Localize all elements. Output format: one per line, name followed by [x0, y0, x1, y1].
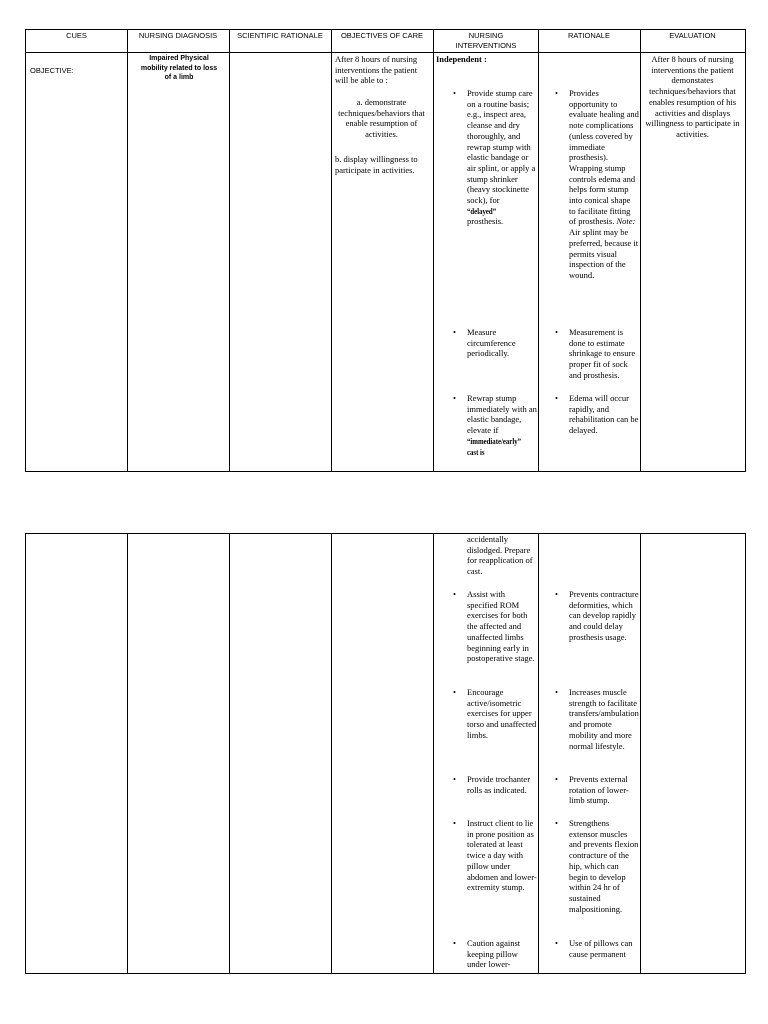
column-divider — [433, 534, 434, 973]
objectives-intro: After 8 hours of nursing interventions the patient will be able to : — [335, 54, 418, 86]
rationale-edema: Edema will occur rapidly, and rehabilitation can be delayed. — [569, 393, 639, 436]
independent-label: Independent : — [436, 54, 487, 64]
rationale-external-rotation: Prevents external rotation of lower-limb stump. — [569, 774, 629, 806]
cues-objective-label: OBJECTIVE: — [30, 66, 74, 75]
column-divider — [538, 534, 539, 973]
objective-a: a. demonstrate techniques/behaviors that enable resumption of activities. — [338, 97, 425, 140]
header-scientific-rationale: SCIENTIFIC RATIONALE — [237, 31, 323, 40]
bullet-icon: • — [453, 687, 456, 697]
column-divider — [127, 30, 128, 471]
header-evaluation: EVALUATION — [669, 31, 716, 40]
bullet-icon: • — [453, 589, 456, 599]
intervention-prone-position: Instruct client to lie in prone position as tolerated at least twice a day with pillow under abdomen and lower-extremity stump. — [467, 818, 537, 893]
rationale-muscle-strength: Increases muscle strength to facilitate transfers/ambulation and promote mobility and more normal lifestyle. — [569, 687, 639, 751]
bullet-icon: • — [453, 774, 456, 784]
column-divider — [331, 534, 332, 973]
column-divider — [538, 30, 539, 471]
bullet-icon: • — [555, 818, 558, 828]
column-divider — [229, 534, 230, 973]
rationale-measurement: Measurement is done to estimate shrinkage to ensure proper fit of sock and prosthesis. — [569, 327, 636, 380]
bullet-icon: • — [453, 393, 456, 403]
intervention-stump-care: Provide stump care on a routine basis; e.g., inspect area, cleanse and dry thoroughly, and rewrap stump with elastic bandage or air splint, or apply a stump shrinker (heavy stockinette sock), for “delayed” prosthesis. — [467, 88, 536, 227]
header-cues: CUES — [66, 31, 87, 40]
column-divider — [433, 30, 434, 471]
bullet-icon: • — [555, 88, 558, 98]
bullet-icon: • — [453, 88, 456, 98]
bullet-icon: • — [555, 393, 558, 403]
intervention-continued-cast: accidentally dislodged. Prepare for reapplication of cast. — [467, 534, 533, 577]
care-plan-table-page-1 — [25, 29, 746, 472]
intervention-caution-pillow: Caution against keeping pillow under lower- — [467, 938, 521, 970]
intervention-trochanter-rolls: Provide trochanter rolls as indicated. — [467, 774, 531, 795]
rationale-extensor-muscles: Strengthens extensor muscles and prevents flexion contracture of the hip, which can begin to develop within 24 hr of sustained malpositioning. — [569, 818, 639, 914]
intervention-isometric-exercises: Encourage active/isometric exercises for upper torso and unaffected limbs. — [467, 687, 537, 740]
column-divider — [127, 534, 128, 973]
column-divider — [640, 534, 641, 973]
bullet-icon: • — [555, 687, 558, 697]
rationale-stump-care: Provides opportunity to evaluate healing and note complications (unless covered by immediate prosthesis). Wrapping stump controls edema and helps form stump into conical shape to facilitate fitting of prosthesis. Note: Air splint may be preferred, because it permits visual inspection of the wound. — [569, 88, 639, 280]
rationale-pillows: Use of pillows can cause permanent — [569, 938, 633, 959]
care-plan-table-page-2 — [25, 533, 746, 974]
intervention-rom-exercises: Assist with specified ROM exercises for both the affected and unaffected limbs beginning early in postoperative stage. — [467, 589, 535, 664]
bullet-icon: • — [453, 818, 456, 828]
bullet-icon: • — [555, 938, 558, 948]
rationale-contracture: Prevents contracture deformities, which can develop rapidly and could delay prosthesis usage. — [569, 589, 639, 642]
header-objectives-of-care: OBJECTIVES OF CARE — [340, 31, 424, 40]
intervention-rewrap-stump: Rewrap stump immediately with an elastic bandage, elevate if “immediate/early” cast is — [467, 393, 537, 457]
header-rationale: RATIONALE — [568, 31, 610, 40]
evaluation-text: After 8 hours of nursing interventions the patient demonstates techniques/behaviors that enables resumption of his activities and displays willingness to participate in activities. — [645, 54, 740, 139]
bullet-icon: • — [555, 774, 558, 784]
column-divider — [331, 30, 332, 471]
bullet-icon: • — [453, 327, 456, 337]
bullet-icon: • — [555, 589, 558, 599]
bullet-icon: • — [453, 938, 456, 948]
column-divider — [640, 30, 641, 471]
nursing-diagnosis-text: Impaired Physical mobility related to loss of a limb — [140, 55, 218, 81]
header-nursing-interventions: NURSING INTERVENTIONS — [455, 31, 517, 50]
header-nursing-diagnosis: NURSING DIAGNOSIS — [138, 31, 218, 40]
bullet-icon: • — [555, 327, 558, 337]
intervention-measure-circumference: Measure circumference periodically. — [467, 327, 516, 359]
objective-b: b. display willingness to participate in activities. — [335, 154, 418, 175]
column-divider — [229, 30, 230, 471]
